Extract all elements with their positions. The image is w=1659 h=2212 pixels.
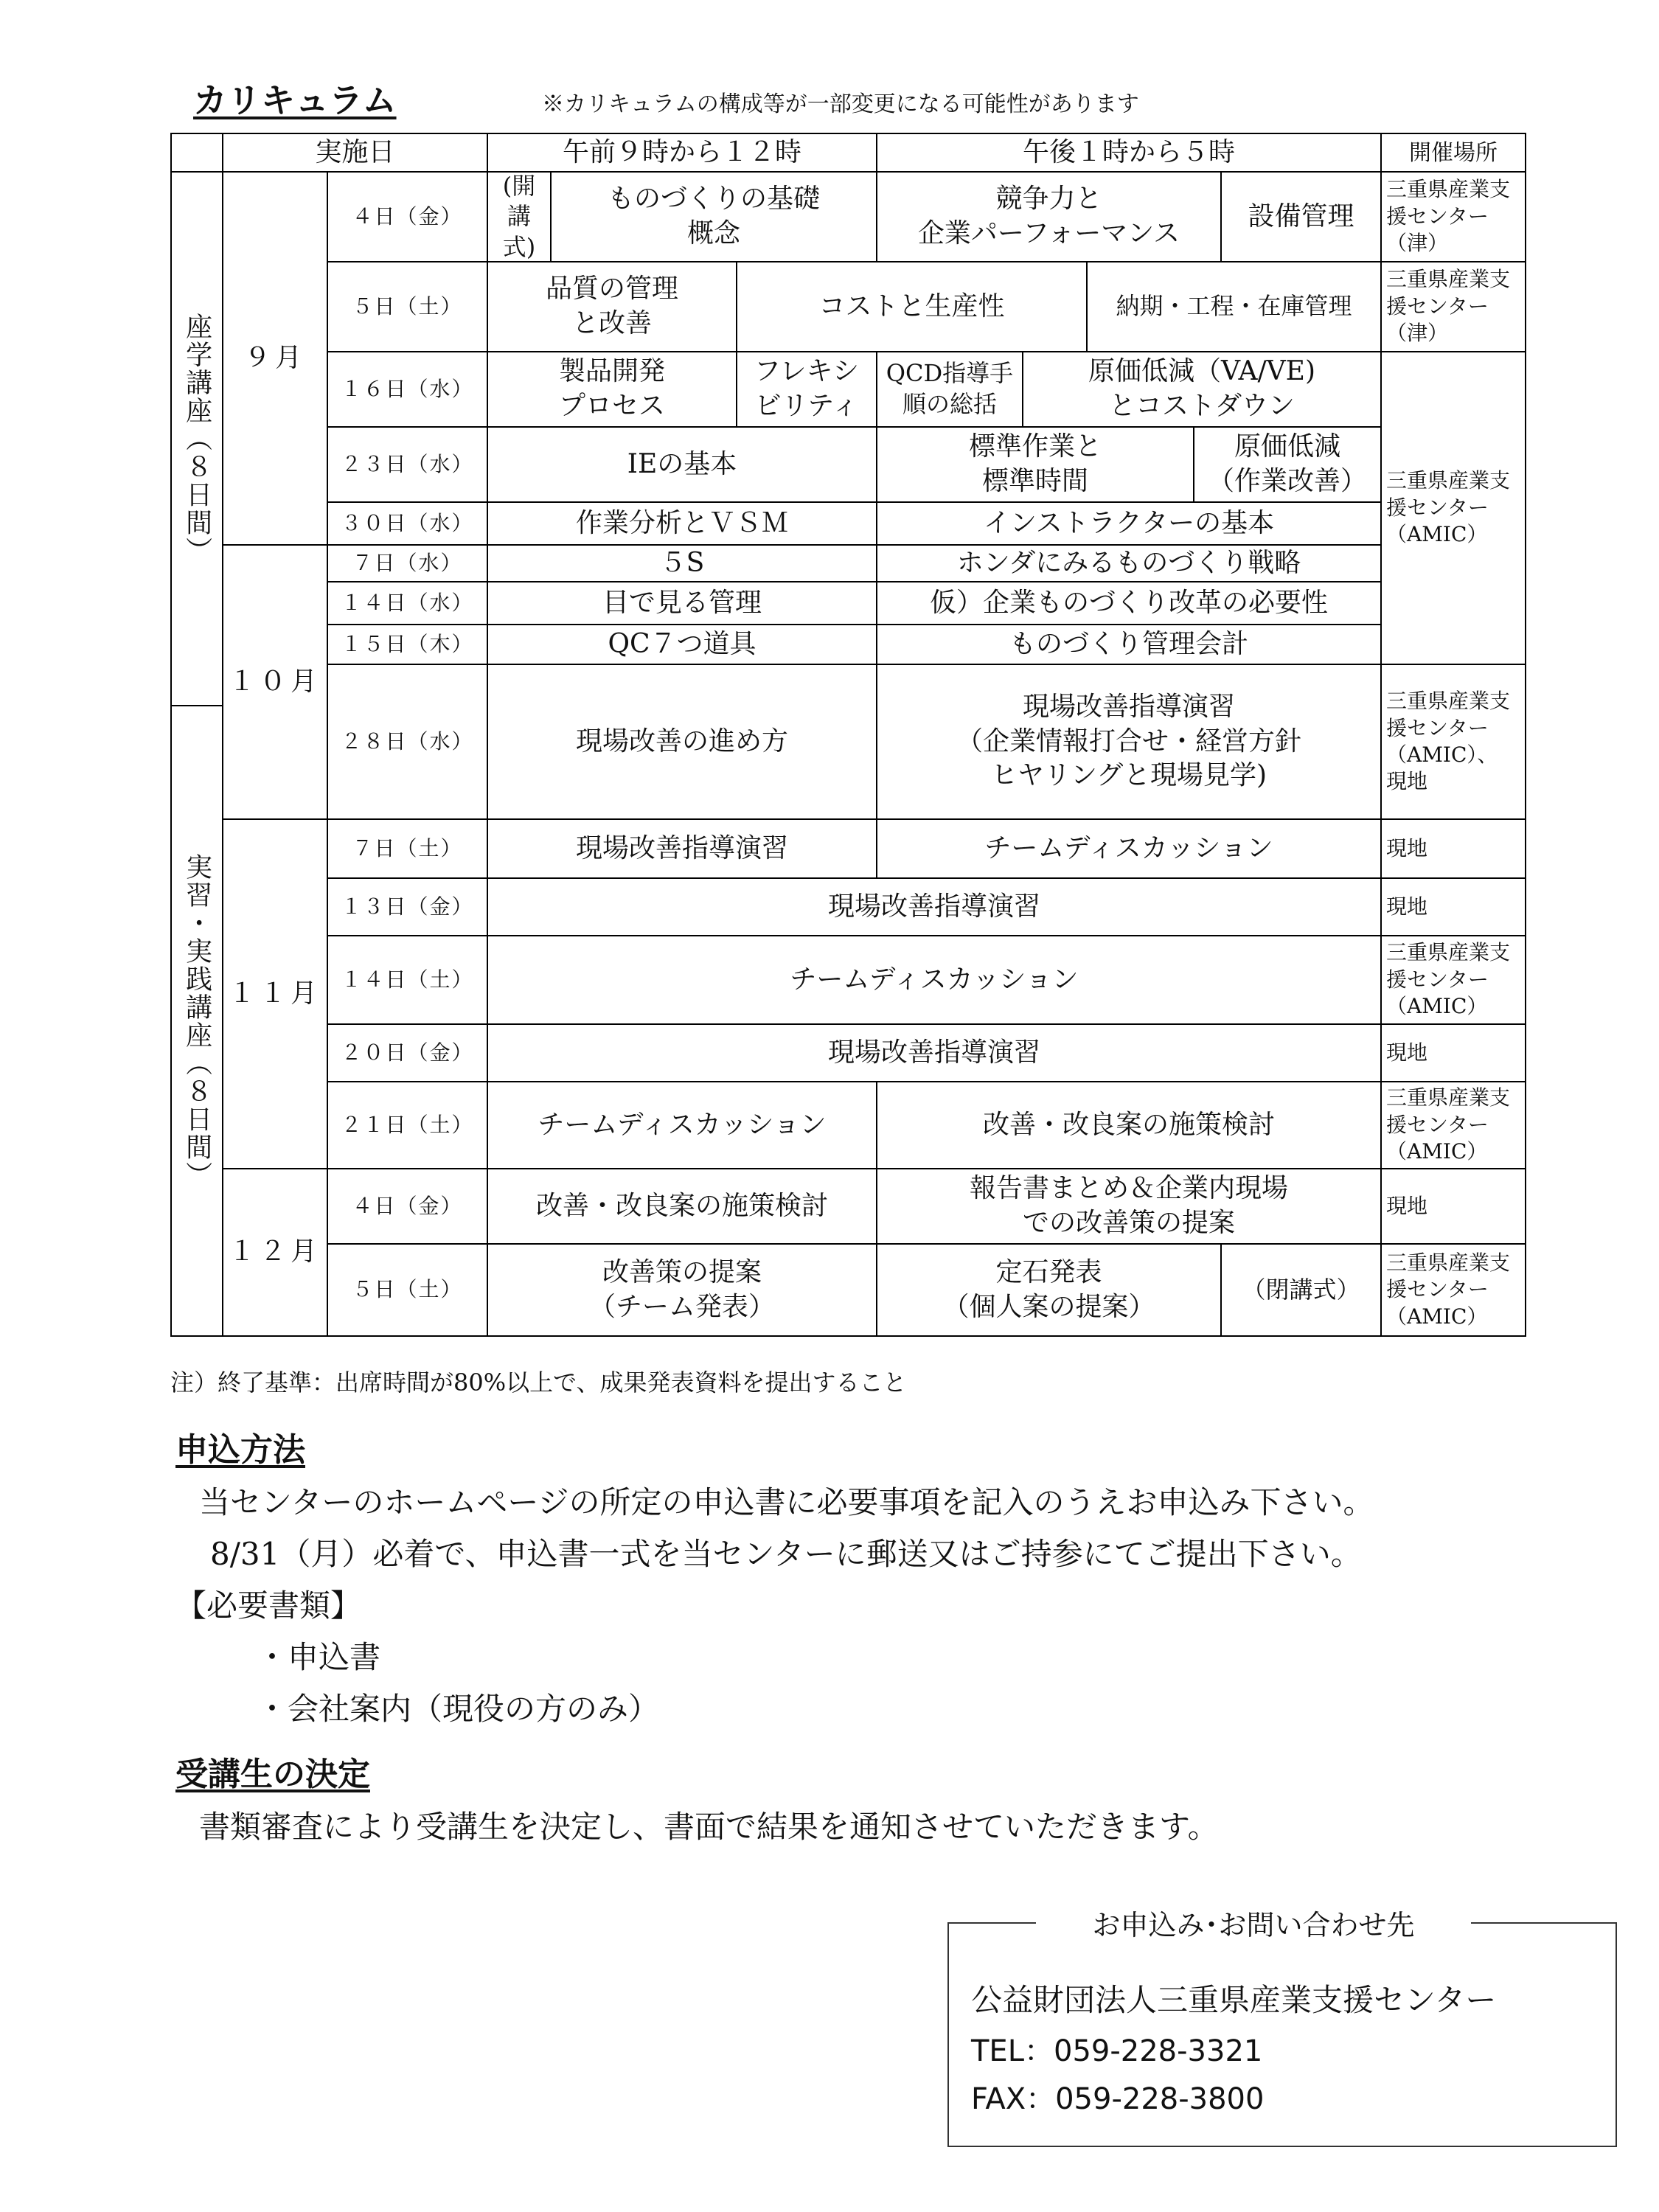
session: 現場改善指導演習	[487, 1023, 1382, 1082]
session: 作業分析とＶＳＭ	[487, 501, 877, 546]
session-closing: （閉講式）	[1220, 1243, 1382, 1337]
day-row-12: １４日（土）	[327, 935, 488, 1025]
footnote: 注）終了基準：出席時間が80%以上で、成果発表資料を提出すること	[170, 1368, 907, 1397]
session: 標準作業と 標準時間	[876, 426, 1194, 503]
session: 改善策の提案 （チーム発表）	[487, 1243, 877, 1337]
session: 報告書まとめ＆企業内現場 での改善策の提案	[876, 1168, 1382, 1245]
day-row-15: ４日（金）	[327, 1168, 488, 1245]
session: 競争力と 企業パーフォーマンス	[876, 171, 1222, 262]
session: ものづくりの基礎 概念	[550, 171, 877, 262]
header-am: 午前９時から１２時	[487, 133, 877, 173]
application-heading: 申込方法	[175, 1431, 305, 1469]
curriculum-title: カリキュラム	[193, 80, 397, 120]
session: 現場改善の進め方	[487, 664, 877, 820]
day-row-8: １５日（木）	[327, 624, 488, 665]
session: 改善・改良案の施策検討	[876, 1081, 1382, 1169]
session: QCD指導手 順の総括	[876, 351, 1023, 428]
application-line-2: 8/31（月）必着で、申込書一式を当センターに郵送又はご持参にてご提出下さい。	[210, 1536, 1362, 1572]
session: チームディスカッション	[487, 1081, 877, 1169]
session: 製品開発 プロセス	[487, 351, 737, 428]
contact-fax: FAX：059-228-3800	[971, 2082, 1265, 2116]
session: コストと生産性	[736, 261, 1088, 352]
session: 設備管理	[1220, 171, 1382, 262]
day-row-6: ７日（水）	[327, 544, 488, 582]
session: 納期・工程・在庫管理	[1086, 261, 1382, 352]
session: ものづくり管理会計	[876, 624, 1382, 665]
contact-tel: TEL：059-228-3321	[971, 2034, 1263, 2068]
month-december: １２月	[222, 1168, 328, 1337]
application-line-1: 当センターのホームページの所定の申込書に必要事項を記入のうえお申込み下さい。	[199, 1484, 1374, 1520]
venue: 三重県産業支 援センター （津）	[1380, 261, 1526, 352]
session: チームディスカッション	[876, 818, 1382, 879]
contact-title: お申込み･お問い合わせ先	[1036, 1902, 1471, 1943]
session: 現場改善指導演習	[487, 818, 877, 879]
header-corner	[170, 133, 223, 173]
venue: 現地	[1380, 1023, 1526, 1082]
header-pm: 午後１時から５時	[876, 133, 1382, 173]
session: 現場改善指導演習	[487, 877, 1382, 936]
session: 仮）企業ものづくり改革の必要性	[876, 581, 1382, 625]
curriculum-table	[170, 133, 1526, 1337]
day-row-13: ２０日（金）	[327, 1023, 488, 1082]
day-row-14: ２１日（土）	[327, 1081, 488, 1169]
section-practice: 実習・実践講座（８日間）	[170, 705, 223, 1337]
day-row-10: ７日（土）	[327, 818, 488, 879]
header-date: 実施日	[222, 133, 488, 173]
venue: 三重県産業支 援センター （AMIC）	[1380, 1243, 1526, 1337]
month-october: １０月	[222, 544, 328, 820]
selection-heading: 受講生の決定	[175, 1756, 370, 1793]
venue: 三重県産業支 援センター （AMIC）	[1380, 935, 1526, 1025]
venue: 三重県産業支 援センター （津）	[1380, 171, 1526, 262]
session-opening: (開講 式)	[487, 171, 552, 262]
venue: 現地	[1380, 877, 1526, 936]
session: インストラクターの基本	[876, 501, 1382, 546]
contact-org: 公益財団法人三重県産業支援センター	[971, 1982, 1497, 2018]
section-classroom: 座学講座（８日間）	[170, 171, 223, 706]
session: 原価低減 （作業改善）	[1193, 426, 1382, 503]
venue: 三重県産業支 援センター （AMIC）	[1380, 1081, 1526, 1169]
selection-text: 書類審査により受講生を決定し、書面で結果を通知させていただきます。	[199, 1809, 1219, 1845]
session: チームディスカッション	[487, 935, 1382, 1025]
venue: 現地	[1380, 1168, 1526, 1245]
required-doc-1: ・申込書	[257, 1639, 381, 1675]
session: IEの基本	[487, 426, 877, 503]
session: 定石発表 （個人案の提案）	[876, 1243, 1222, 1337]
day-row-2: ５日（土）	[327, 261, 488, 352]
day-row-4: ２３日（水）	[327, 426, 488, 503]
month-september: ９月	[222, 171, 328, 546]
session: 目で見る管理	[487, 581, 877, 625]
header-venue: 開催場所	[1380, 133, 1526, 173]
session: 現場改善指導演習 （企業情報打合せ・経営方針 ヒヤリングと現場見学)	[876, 664, 1382, 820]
day-row-1: ４日（金）	[327, 171, 488, 262]
session: QC７つ道具	[487, 624, 877, 665]
venue: 現地	[1380, 818, 1526, 879]
venue: 三重県産業支 援センター （AMIC）、 現地	[1380, 664, 1526, 820]
session: 原価低減（VA/VE) とコストダウン	[1022, 351, 1382, 428]
day-row-3: １６日（水）	[327, 351, 488, 428]
session: 改善・改良案の施策検討	[487, 1168, 877, 1245]
day-row-16: ５日（土）	[327, 1243, 488, 1337]
session: ５S	[487, 544, 877, 582]
day-row-11: １３日（金）	[327, 877, 488, 936]
session: ホンダにみるものづくり戦略	[876, 544, 1382, 582]
day-row-7: １４日（水）	[327, 581, 488, 625]
venue: 三重県産業支 援センター （AMIC）	[1380, 351, 1526, 665]
session: フレキシ ビリティ	[736, 351, 877, 428]
curriculum-note: ※カリキュラムの構成等が一部変更になる可能性があります	[542, 91, 1139, 117]
session: 品質の管理 と改善	[487, 261, 737, 352]
required-docs-label: 【必要書類】	[175, 1587, 362, 1624]
month-november: １１月	[222, 818, 328, 1169]
required-doc-2: ・会社案内（現役の方のみ）	[257, 1691, 660, 1727]
day-row-5: ３０日（水）	[327, 501, 488, 546]
day-row-9: ２８日（水）	[327, 664, 488, 820]
